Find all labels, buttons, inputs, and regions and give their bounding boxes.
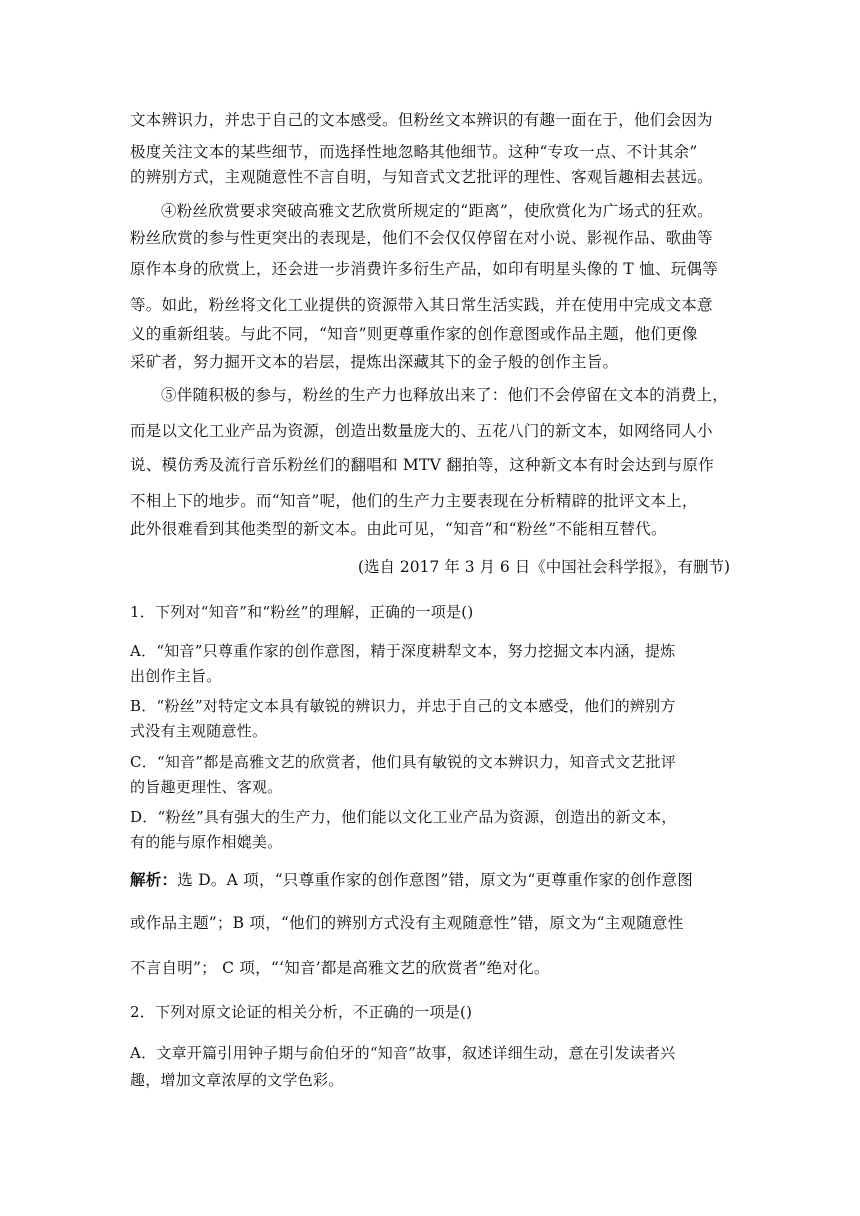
passage-line: 义的重新组装。与此不同，“知音”则更尊重作家的创作意图或作品主题，他们更像 xyxy=(130,325,698,343)
paragraph-5-first-line: ⑤伴随积极的参与，粉丝的生产力也释放出来了：他们不会停留在文本的消费上， xyxy=(161,386,729,404)
question-2-stem: 2．下列对原文论证的相关分析，不正确的一项是() xyxy=(130,1003,473,1021)
passage-line: 采矿者，努力掘开文本的岩层，提炼出深藏其下的金子般的创作主旨。 xyxy=(130,353,619,371)
option-c-line-2: 的旨趣更理性、客观。 xyxy=(130,778,283,796)
passage-line: 文本辨识力，并忠于自己的文本感受。但粉丝文本辨识的有趣一面在于，他们会因为 xyxy=(130,111,713,129)
passage-line: 此外很难看到其他类型的新文本。由此可见，“知音”和“粉丝”不能相互替代。 xyxy=(130,520,667,538)
option-a-line-1: A．文章开篇引用钟子期与俞伯牙的“知音”故事，叙述详细生动，意在引发读者兴 xyxy=(130,1044,676,1062)
analysis-text: 选 D。A 项，“只尊重作家的创作意图”错，原文为“更尊重作家的创作意图 xyxy=(177,871,694,889)
source-citation: (选自 2017 年 3 月 6 日《中国社会科学报》，有删节) xyxy=(357,558,730,576)
option-d-line-1: D．“粉丝”具有强大的生产力，他们能以文化工业产品为资源，创造出的新文本， xyxy=(130,808,677,826)
question-1-stem: 1．下列对“知音”和“粉丝”的理解，正确的一项是() xyxy=(130,603,474,621)
option-b-line-1: B．“粉丝”对特定文本具有敏锐的辨识力，并忠于自己的文本感受，他们的辨别方 xyxy=(130,697,676,715)
passage-line: 不相上下的地步。而“知音”呢，他们的生产力主要表现在分析精辟的批评文本上， xyxy=(130,492,698,510)
passage-line: 原作本身的欣赏上，还会进一步消费许多衍生产品，如印有明星头像的 T 恤、玩偶等 xyxy=(130,260,718,278)
passage-line: 等。如此，粉丝将文化工业提供的资源带入其日常生活实践，并在使用中完成文本意 xyxy=(130,296,713,314)
option-a-line-2: 趣，增加文章浓厚的文学色彩。 xyxy=(130,1071,344,1089)
option-a-line-1: A．“知音”只尊重作家的创作意图，精于深度耕犁文本，努力挖掘文本内涵，提炼 xyxy=(130,642,676,660)
passage-line: 而是以文化工业产品为资源，创造出数量庞大的、五花八门的新文本，如网络同人小 xyxy=(130,422,713,440)
option-d-line-2: 有的能与原作相媲美。 xyxy=(130,833,283,851)
option-b-line-2: 式没有主观随意性。 xyxy=(130,722,268,740)
analysis-line-1 xyxy=(130,869,730,891)
passage-line: 的辨别方式，主观随意性不言自明，与知音式文艺批评的理性、客观旨趣相去甚远。 xyxy=(130,168,713,186)
passage-line: 粉丝欣赏的参与性更突出的表现是，他们不会仅仅停留在对小说、影视作品、歌曲等 xyxy=(130,229,713,247)
analysis-line-2: 或作品主题”；B 项，“他们的辨别方式没有主观随意性”错，原文为“主观随意性 xyxy=(130,914,684,932)
analysis-label: 解析： xyxy=(130,870,178,889)
paragraph-4-first-line: ④粉丝欣赏要求突破高雅文艺欣赏所规定的“距离”，使欣赏化为广场式的狂欢。 xyxy=(161,202,713,220)
option-a-line-2: 出创作主旨。 xyxy=(130,667,222,685)
option-c-line-1: C．“知音”都是高雅文艺的欣赏者，他们具有敏锐的文本辨识力，知音式文艺批评 xyxy=(130,753,677,771)
analysis-line-3: 不言自明”； C 项，“‘知音’都是高雅文艺的欣赏者”绝对化。 xyxy=(130,959,550,977)
passage-line: 极度关注文本的某些细节，而选择性地忽略其他细节。这种“专攻一点、不计其余” xyxy=(130,143,698,161)
passage-line: 说、模仿秀及流行音乐粉丝们的翻唱和 MTV 翻拍等，这种新文本有时会达到与原作 xyxy=(130,456,715,474)
